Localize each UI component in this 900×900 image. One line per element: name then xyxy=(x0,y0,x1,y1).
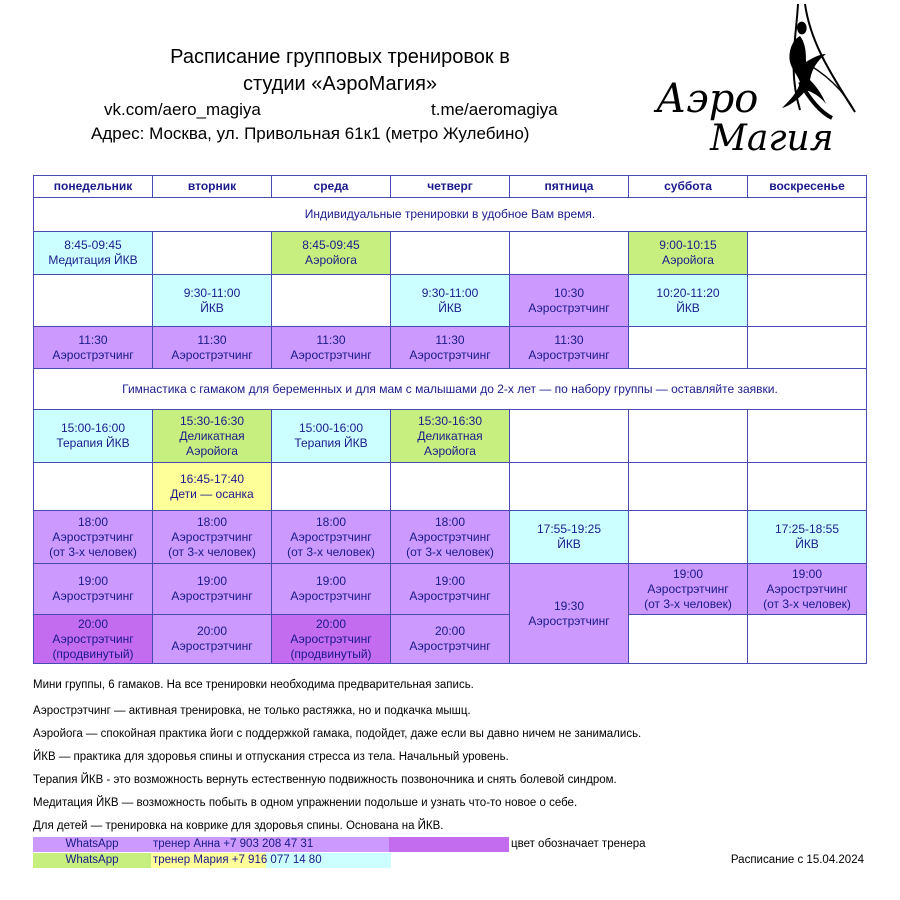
empty-cell xyxy=(748,410,867,463)
empty-cell xyxy=(510,232,629,275)
day-monday: понедельник xyxy=(34,176,153,198)
page-title xyxy=(80,44,600,98)
class-cell[interactable]: 15:00-16:00 Терапия ЙКВ xyxy=(34,410,153,463)
class-cell[interactable]: 19:00 Аэрострэтчинг xyxy=(34,564,153,615)
class-cell[interactable]: 19:30 Аэрострэтчинг xyxy=(510,564,629,664)
day-tuesday: вторник xyxy=(153,176,272,198)
schedule-row-3 xyxy=(34,327,867,369)
class-cell[interactable]: 20:00 Аэрострэтчинг xyxy=(391,615,510,664)
vk-link[interactable]: vk.com/aero_magiya xyxy=(104,100,261,119)
empty-cell xyxy=(510,463,629,511)
empty-cell xyxy=(629,327,748,369)
class-cell[interactable]: 20:00 Аэрострэтчинг xyxy=(153,615,272,664)
class-cell[interactable]: 19:00 Аэрострэтчинг xyxy=(272,564,391,615)
logo-word-magiya: Магия xyxy=(710,118,834,159)
legend-anna xyxy=(33,837,673,852)
social-links xyxy=(104,99,558,121)
day-wednesday: среда xyxy=(272,176,391,198)
empty-cell xyxy=(748,275,867,327)
class-cell[interactable]: 10:30 Аэрострэтчинг xyxy=(510,275,629,327)
note-meditation: Медитация ЙКВ — возможность побыть в одном упражнении подольше и узнать что-то новое о себе. xyxy=(33,797,578,809)
whatsapp-link-maria[interactable]: WhatsApp xyxy=(33,853,151,868)
silk-right-line xyxy=(805,4,855,112)
class-cell[interactable]: 17:25-18:55 ЙКВ xyxy=(748,511,867,564)
class-cell[interactable]: 18:00 Аэрострэтчинг (от 3-х человек) xyxy=(391,511,510,564)
schedule-row-1 xyxy=(34,232,867,275)
class-cell[interactable]: 9:30-11:00 ЙКВ xyxy=(391,275,510,327)
empty-cell xyxy=(34,275,153,327)
empty-cell xyxy=(510,410,629,463)
address: Адрес: Москва, ул. Привольная 61к1 (метро Жулебино) xyxy=(91,124,530,143)
note-aerostretching: Аэрострэтчинг — активная тренировка, не только растяжка, но и подкачка мышц. xyxy=(33,705,471,717)
class-cell[interactable]: 8:45-09:45 Медитация ЙКВ xyxy=(34,232,153,275)
color-swatch xyxy=(389,837,509,852)
individual-training-banner: Индивидуальные тренировки в удобное Вам время. xyxy=(34,198,867,232)
note-therapy: Терапия ЙКВ - это возможность вернуть естественную подвижность позвоночника и снять болевой синдром. xyxy=(33,774,617,786)
empty-cell xyxy=(629,511,748,564)
empty-cell xyxy=(629,463,748,511)
empty-cell xyxy=(272,463,391,511)
class-cell[interactable]: 8:45-09:45 Аэройога xyxy=(272,232,391,275)
empty-cell xyxy=(748,232,867,275)
note-kids: Для детей — тренировка на коврике для здоровья спины. Основана на ЙКВ. xyxy=(33,820,444,832)
trainer-anna: тренер Анна +7 903 208 47 31 xyxy=(151,837,391,852)
empty-cell xyxy=(34,463,153,511)
note-aeroyoga: Аэройога — спокойная практика йоги с поддержкой гамака, подойдет, даже если вы давно ничем не занимались. xyxy=(33,728,642,740)
legend-maria xyxy=(33,853,393,868)
class-cell[interactable]: 10:20-11:20 ЙКВ xyxy=(629,275,748,327)
empty-cell xyxy=(748,327,867,369)
title-line-1: Расписание групповых тренировок в xyxy=(170,46,510,68)
class-cell[interactable]: 11:30 Аэрострэтчинг xyxy=(510,327,629,369)
class-cell[interactable]: 11:30 Аэрострэтчинг xyxy=(391,327,510,369)
day-friday: пятница xyxy=(510,176,629,198)
class-cell[interactable]: 15:30-16:30 Деликатная Аэройога xyxy=(391,410,510,463)
class-cell[interactable]: 19:00 Аэрострэтчинг (от 3-х человек) xyxy=(748,564,867,615)
class-cell[interactable]: 20:00 Аэрострэтчинг (продвинутый) xyxy=(272,615,391,664)
empty-cell xyxy=(748,463,867,511)
class-cell[interactable]: 19:00 Аэрострэтчинг (от 3-х человек) xyxy=(629,564,748,615)
class-cell[interactable]: 9:00-10:15 Аэройога xyxy=(629,232,748,275)
class-cell[interactable]: 18:00 Аэрострэтчинг (от 3-х человек) xyxy=(272,511,391,564)
logo-word-aero: Аэро xyxy=(656,76,759,122)
class-cell[interactable]: 19:00 Аэрострэтчинг xyxy=(391,564,510,615)
trainer-maria: тренер Мария +7 916 077 14 80 xyxy=(151,853,391,868)
empty-cell xyxy=(629,410,748,463)
schedule-row-7 xyxy=(34,564,867,615)
schedule-row-6 xyxy=(34,511,867,564)
note-mini-groups: Мини группы, 6 гамаков. На все тренировки необходима предварительная запись. xyxy=(33,679,474,691)
schedule-table xyxy=(33,175,867,664)
class-cell[interactable]: 15:00-16:00 Терапия ЙКВ xyxy=(272,410,391,463)
schedule-row-2 xyxy=(34,275,867,327)
empty-cell xyxy=(629,615,748,664)
pregnant-group-banner: Гимнастика с гамаком для беременных и для мам с малышами до 2-х лет — по набору группы — оставляйте заявки. xyxy=(34,369,867,410)
class-cell[interactable]: 17:55-19:25 ЙКВ xyxy=(510,511,629,564)
schedule-row-8 xyxy=(34,615,867,664)
telegram-link[interactable]: t.me/aeromagiya xyxy=(431,100,558,119)
empty-cell xyxy=(748,615,867,664)
whatsapp-link-anna[interactable]: WhatsApp xyxy=(33,837,151,852)
class-cell[interactable]: 19:00 Аэрострэтчинг xyxy=(153,564,272,615)
aeromagiya-logo xyxy=(650,0,870,170)
empty-cell xyxy=(391,232,510,275)
day-thursday: четверг xyxy=(391,176,510,198)
class-cell[interactable]: 15:30-16:30 Деликатная Аэройога xyxy=(153,410,272,463)
empty-cell xyxy=(272,275,391,327)
dancer-silhouette-icon xyxy=(782,22,826,108)
day-header-row xyxy=(34,176,867,198)
class-cell[interactable]: 11:30 Аэрострэтчинг xyxy=(272,327,391,369)
class-cell[interactable]: 20:00 Аэрострэтчинг (продвинутый) xyxy=(34,615,153,664)
schedule-date: Расписание с 15.04.2024 xyxy=(730,854,864,866)
title-line-2: студии «АэроМагия» xyxy=(242,73,438,95)
empty-cell xyxy=(153,232,272,275)
schedule-row-4 xyxy=(34,410,867,463)
schedule-row-5 xyxy=(34,463,867,511)
empty-cell xyxy=(391,463,510,511)
class-cell[interactable]: 18:00 Аэрострэтчинг (от 3-х человек) xyxy=(34,511,153,564)
class-cell[interactable]: 11:30 Аэрострэтчинг xyxy=(153,327,272,369)
class-cell[interactable]: 18:00 Аэрострэтчинг (от 3-х человек) xyxy=(153,511,272,564)
class-cell[interactable]: 11:30 Аэрострэтчинг xyxy=(34,327,153,369)
day-sunday: воскресенье xyxy=(748,176,867,198)
class-cell[interactable]: 16:45-17:40 Дети — осанка xyxy=(153,463,272,511)
class-cell[interactable]: 9:30-11:00 ЙКВ xyxy=(153,275,272,327)
day-saturday: суббота xyxy=(629,176,748,198)
note-ykv: ЙКВ — практика для здоровья спины и отпускания стресса из тела. Начальный уровень. xyxy=(33,751,509,763)
legend-caption: цвет обозначает тренера xyxy=(511,838,646,850)
